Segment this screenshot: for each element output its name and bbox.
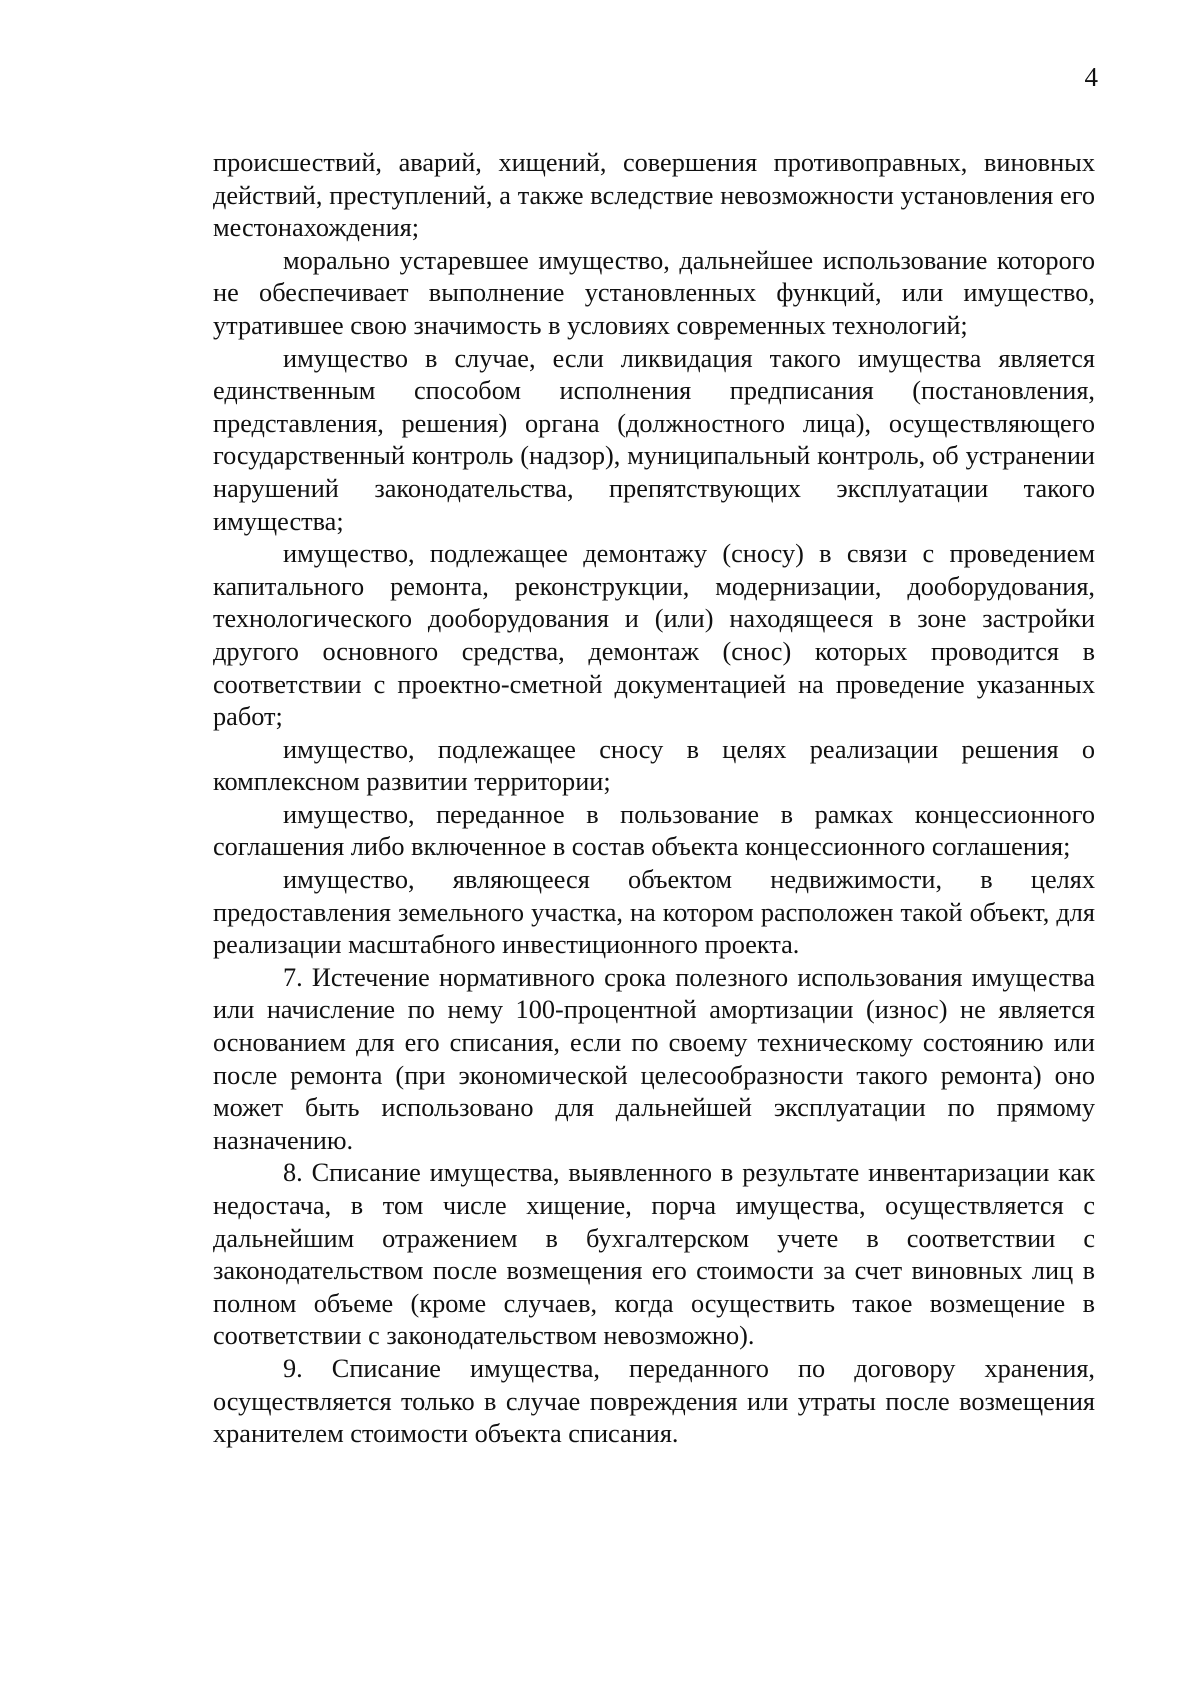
paragraph-continuation: происшествий, аварий, хищений, совершения противоправных, виновных действий, преступлений, а также вследствие невозможности установления его местонахождения; (213, 148, 1095, 243)
paragraph-dismantling: имущество, подлежащее демонтажу (сносу) в связи с проведением капитального ремонта, реконструкции, модернизации, дооборудования, технологического дооборудования и (или) находящееся в зоне застройки другого основного средства, демонтаж (снос) которых проводится в соответствии с проектно-сметной документацией на проведение указанных работ; (213, 539, 1095, 732)
paragraph-item-8: 8. Списание имущества, выявленного в результате инвентаризации как недостача, в том числе хищение, порча имущества, осуществляется с дальнейшим отражением в бухгалтерском учете в соответствии с законодательством после возмещения его стоимости за счет виновных лиц в полном объеме (кроме случаев, когда осуществить такое возмещение в соответствии с законодательством невозможно). (213, 1158, 1095, 1351)
paragraph-item-7: 7. Истечение нормативного срока полезного использования имущества или начисление по нему 100-процентной амортизации (износ) не является основанием для его списания, если по своему техническому состоянию или после ремонта (при экономической целесообразности такого ремонта) оно может быть использовано для дальнейшей эксплуатации по прямому назначению. (213, 962, 1095, 1155)
page-number: 4 (1084, 62, 1098, 92)
paragraph-obsolete-property: морально устаревшее имущество, дальнейшее использование которого не обеспечивает выполнение установленных функций, или имущество, утратившее свою значимость в условиях современных технологий; (213, 245, 1095, 340)
paragraph-territory-development: имущество, подлежащее сносу в целях реализации решения о комплексном развитии территории; (213, 734, 1095, 797)
paragraph-concession: имущество, переданное в пользование в рамках концессионного соглашения либо включенное в состав объекта концессионного соглашения; (213, 799, 1095, 862)
paragraph-liquidation-order: имущество в случае, если ликвидация такого имущества является единственным способом исполнения предписания (постановления, представления, решения) органа (должностного лица), осуществляющего государственный контроль (надзор), муниципальный контроль, об устранении нарушений законодательства, препятствующих эксплуатации такого имущества; (213, 343, 1095, 536)
document-body (213, 147, 1095, 1451)
paragraph-investment-project: имущество, являющееся объектом недвижимости, в целях предоставления земельного участка, на котором расположен такой объект, для реализации масштабного инвестиционного проекта. (213, 865, 1095, 960)
paragraph-item-9: 9. Списание имущества, переданного по договору хранения, осуществляется только в случае повреждения или утраты после возмещения хранителем стоимости объекта списания. (213, 1353, 1095, 1449)
